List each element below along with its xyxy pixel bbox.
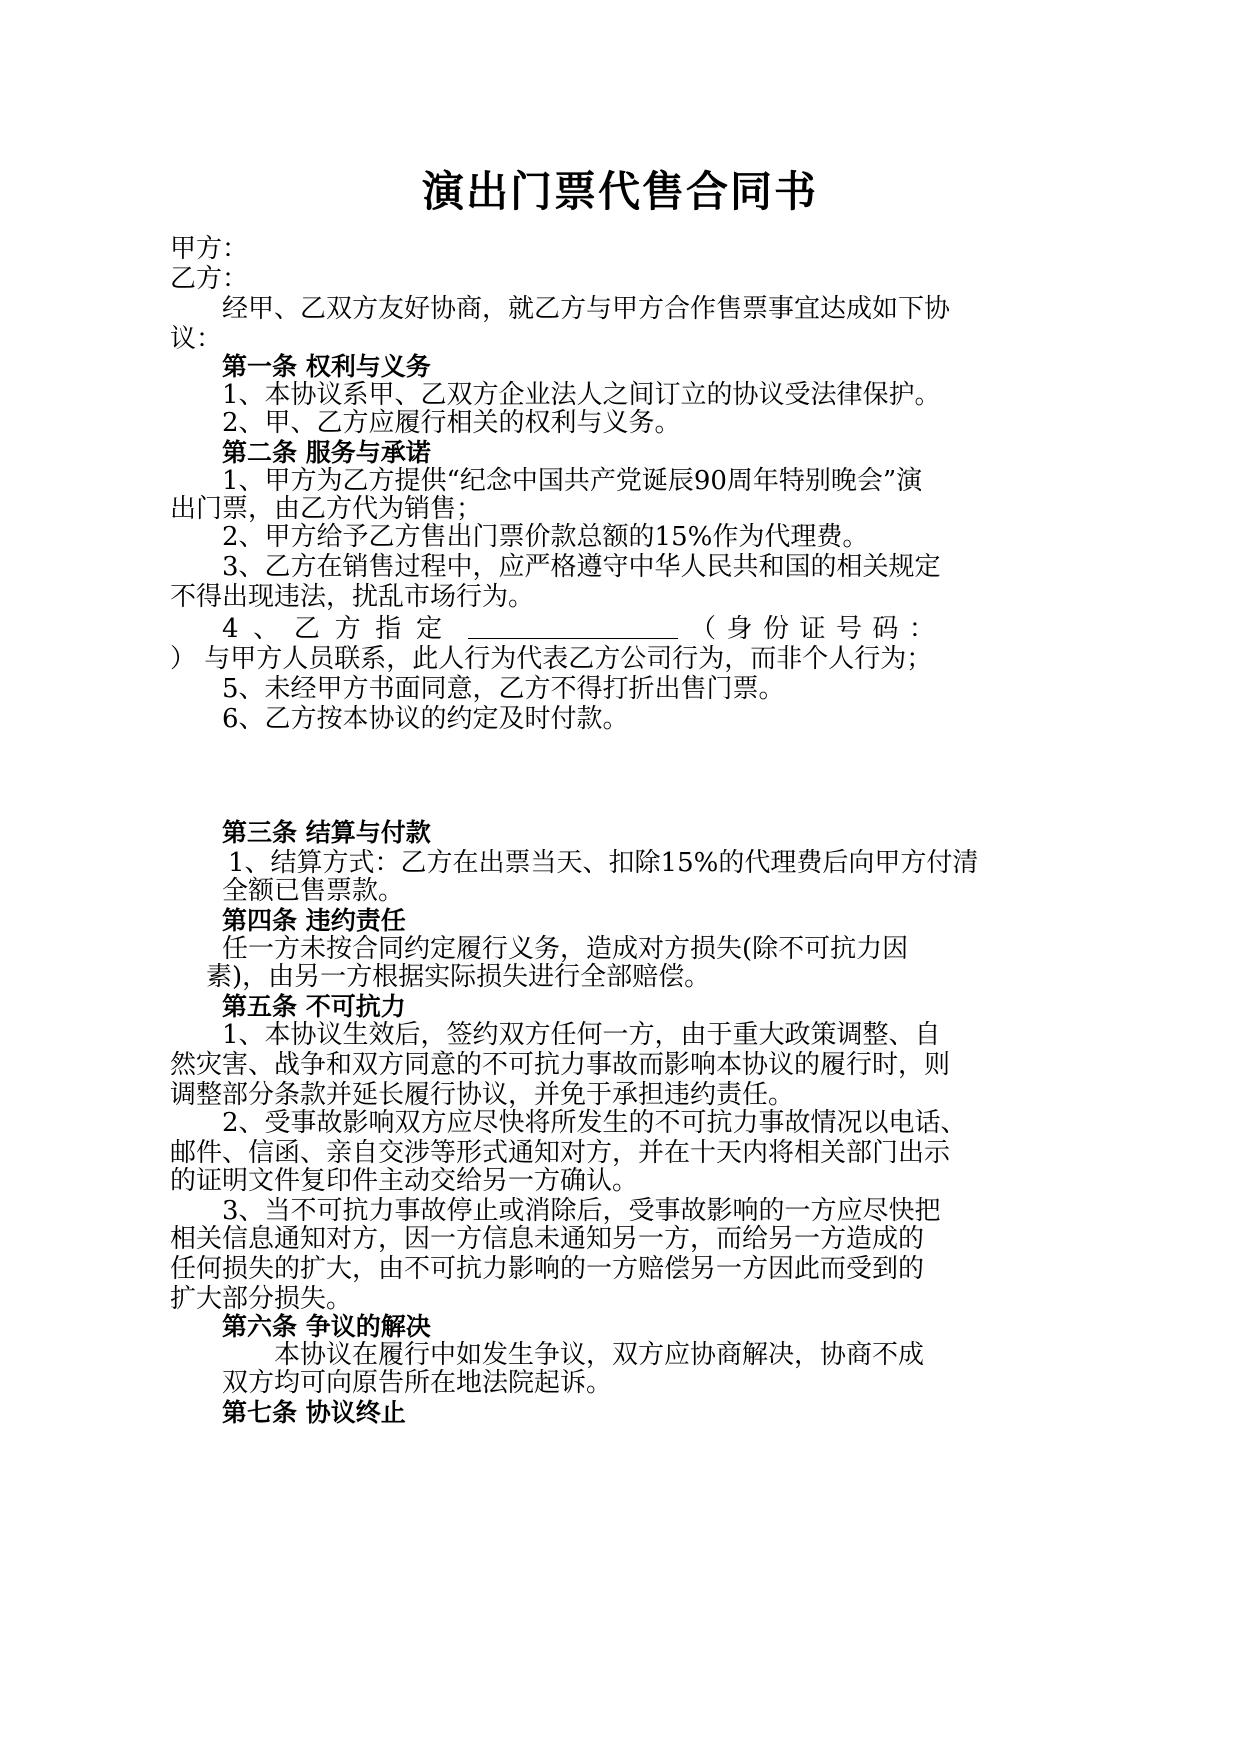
article-5-line: 扩大部分损失。 (170, 1284, 353, 1314)
item4-char: 、 (253, 614, 280, 644)
article-1-item: 1、本协议系甲、乙双方企业法人之间订立的协议受法律保护。 (222, 380, 941, 410)
item4-char: （ (690, 614, 717, 644)
document-title: 演出门票代售合同书 (421, 167, 818, 216)
article-6-line: 本协议在履行中如发生争议，双方应协商解决，协商不成 (274, 1340, 925, 1370)
article-5-line: 调整部分条款并延长履行协议，并免于承担违约责任。 (170, 1080, 795, 1110)
article-5-line: 邮件、信函、亲自交涉等形式通知对方，并在十天内将相关部门出示 (170, 1138, 951, 1168)
article-3-line: 1、结算方式：乙方在出票当天、扣除15%的代理费后向甲方付清 (228, 848, 979, 878)
article-2-item4-lead (222, 612, 442, 646)
article-5-line: 3、当不可抗力事故停止或消除后，受事故影响的一方应尽快把 (222, 1196, 941, 1226)
article-3-line: 全额已售票款。 (222, 876, 405, 906)
item4-char: 身 (726, 614, 753, 644)
article-3-heading: 第三条 结算与付款 (222, 818, 431, 847)
article-5-heading: 第五条 不可抗力 (222, 992, 406, 1021)
article-5-line: 然灾害、战争和双方同意的不可抗力事故而影响本协议的履行时，则 (170, 1050, 951, 1080)
item4-char: 乙 (293, 614, 320, 644)
article-7-heading: 第七条 协议终止 (222, 1398, 406, 1427)
article-4-line: 素)，由另一方根据实际损失进行全部赔偿。 (206, 962, 711, 992)
item4-char: 方 (334, 614, 361, 644)
article-2-item: 5、未经甲方书面同意，乙方不得打折出售门票。 (222, 674, 785, 704)
article-5-line: 2、受事故影响双方应尽快将所发生的不可抗力事故情况以电话、 (222, 1108, 967, 1138)
article-2-heading: 第二条 服务与承诺 (222, 438, 431, 467)
item4-char: 号 (835, 614, 862, 644)
article-2-item: 不得出现违法，扰乱市场行为。 (170, 582, 535, 612)
article-2-item: 3、乙方在销售过程中，应严格遵守中华人民共和国的相关规定 (222, 552, 941, 582)
article-2-item: 1、甲方为乙方提供“纪念中国共产党诞辰90周年特别晚会”演 (222, 466, 923, 496)
item4-char: 定 (415, 614, 442, 644)
article-5-line: 的证明文件复印件主动交给另一方确认。 (170, 1166, 639, 1196)
article-6-line: 双方均可向原告所在地法院起诉。 (222, 1368, 613, 1398)
article-5-line: 任何损失的扩大，由不可抗力影响的一方赔偿另一方因此而受到的 (170, 1254, 925, 1284)
article-2-item: 2、甲方给予乙方售出门票价款总额的15%作为代理费。 (222, 522, 869, 552)
item4-char: 码 (872, 614, 899, 644)
article-6-heading: 第六条 争议的解决 (222, 1312, 431, 1341)
designee-underline (468, 612, 678, 639)
item4-char: ： (908, 614, 935, 644)
article-4-line: 任一方未按合同约定履行义务，造成对方损失(除不可抗力因 (222, 934, 909, 964)
article-2-item: 出门票，由乙方代为销售； (170, 494, 483, 524)
article-4-heading: 第四条 违约责任 (222, 906, 406, 935)
article-2-item4-id (690, 612, 935, 646)
article-2-item: 6、乙方按本协议的约定及时付款。 (222, 704, 629, 734)
article-1-item: 2、甲、乙方应履行相关的权利与义务。 (222, 408, 681, 438)
party-b-label: 乙方： (170, 264, 249, 294)
article-1-heading: 第一条 权利与义务 (222, 352, 431, 381)
item4-char: 4 (222, 614, 239, 644)
article-5-line: 1、本协议生效后，签约双方任何一方，由于重大政策调整、自 (222, 1020, 941, 1050)
article-5-line: 相关信息通知对方，因一方信息未通知另一方，而给另一方造成的 (170, 1224, 925, 1254)
article-2-item: ） 与甲方人员联系，此人行为代表乙方公司行为，而非个人行为； (170, 644, 933, 674)
intro-line: 经甲、乙双方友好协商，就乙方与甲方合作售票事宜达成如下协 (222, 294, 951, 324)
party-a-label: 甲方： (170, 234, 249, 264)
item4-char: 份 (762, 614, 789, 644)
item4-char: 指 (375, 614, 402, 644)
intro-line: 议： (170, 324, 223, 354)
item4-char: 证 (799, 614, 826, 644)
